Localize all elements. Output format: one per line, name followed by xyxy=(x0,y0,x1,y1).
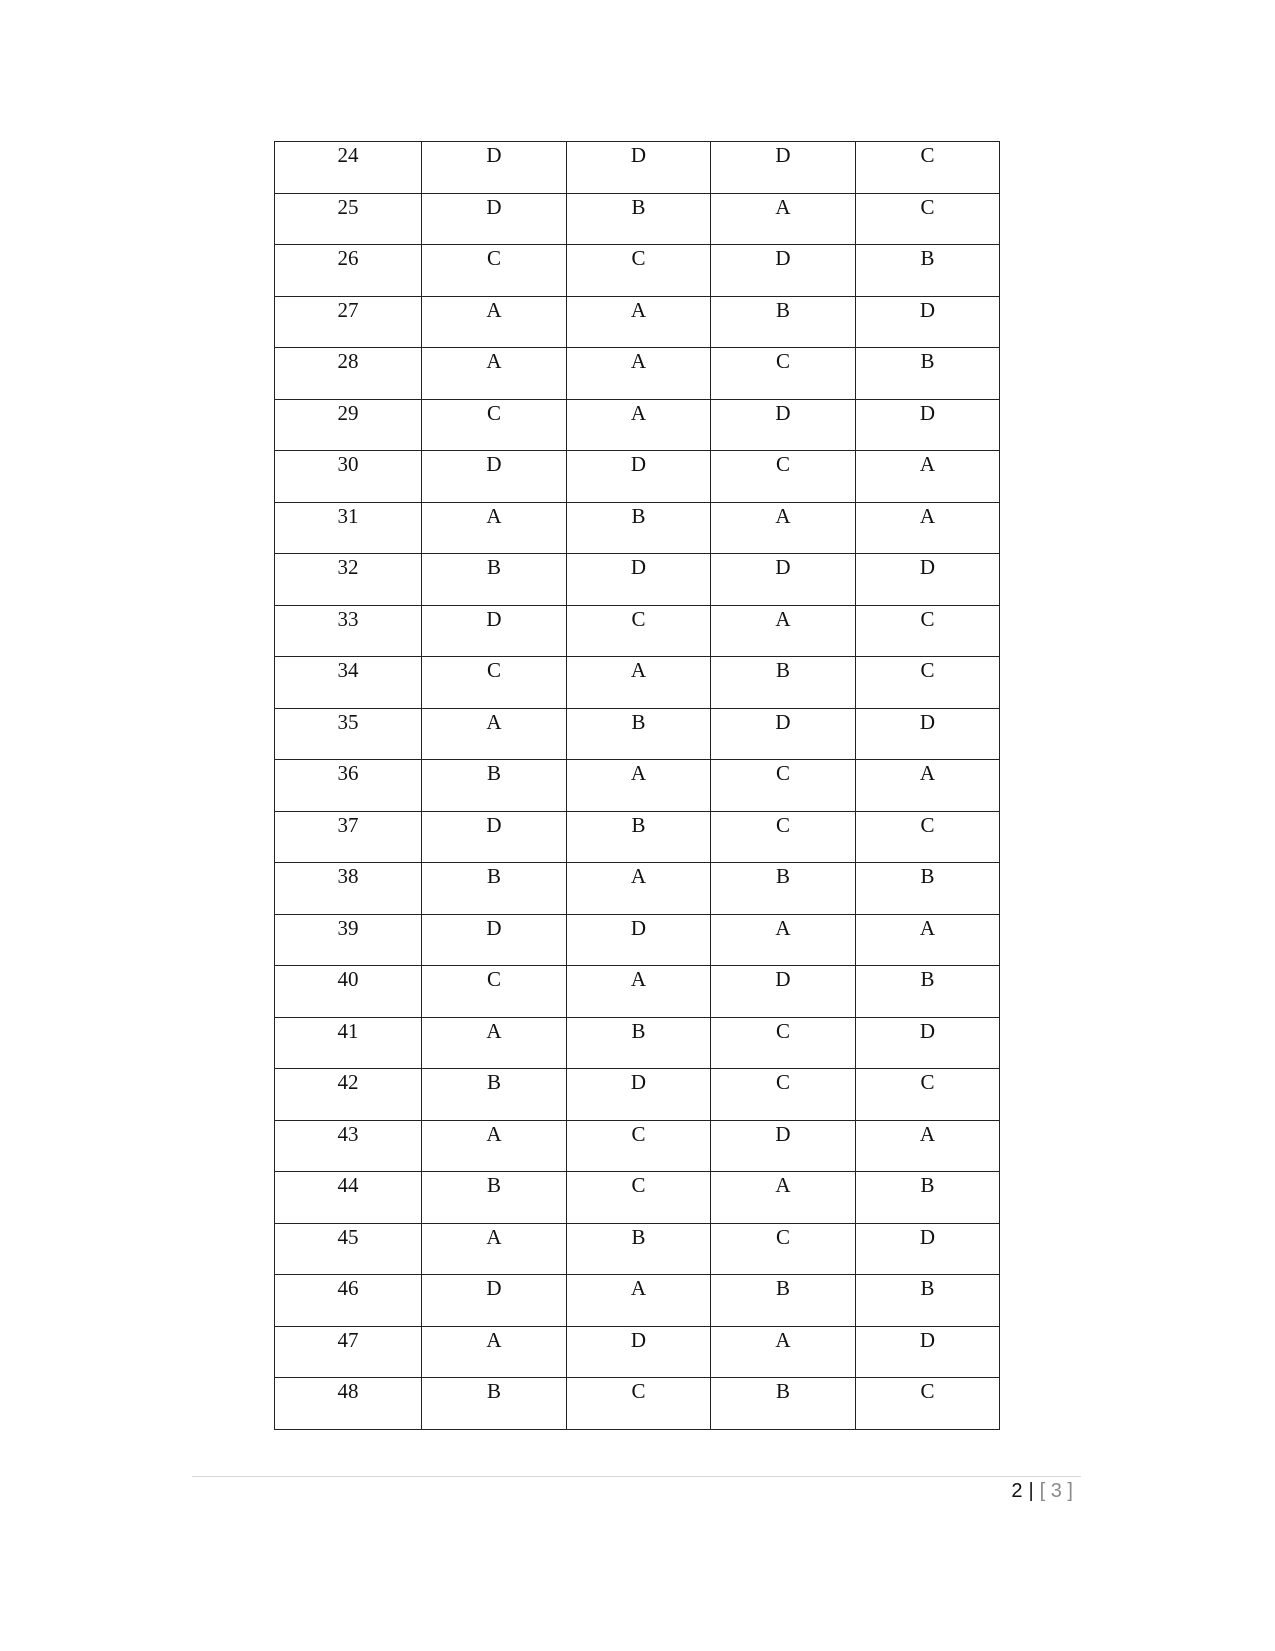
answer-letter: C xyxy=(775,812,790,837)
answer-cell xyxy=(711,605,856,657)
answer-cell xyxy=(711,966,856,1018)
answer-letter: B xyxy=(920,864,935,888)
answer-cell xyxy=(567,1275,711,1327)
answer-letter: B xyxy=(920,1173,935,1197)
answer-cell xyxy=(856,1275,1000,1327)
answer-letter: C xyxy=(631,246,646,270)
table-row xyxy=(275,863,1000,915)
answer-cell xyxy=(711,554,856,606)
page-total: [ 3 ] xyxy=(1039,1480,1073,1502)
answer-letter: C xyxy=(775,349,790,373)
answer-letter: D xyxy=(775,709,791,734)
answer-cell xyxy=(856,657,1000,709)
answer-cell xyxy=(711,399,856,451)
question-number-cell xyxy=(275,502,422,554)
answer-cell xyxy=(422,1172,567,1224)
question-number: 34 xyxy=(337,658,359,682)
answer-letter: B xyxy=(631,812,646,837)
answer-cell xyxy=(711,502,856,554)
answer-cell xyxy=(567,296,711,348)
answer-letter: C xyxy=(920,1379,935,1403)
answer-cell xyxy=(567,605,711,657)
table-row xyxy=(275,245,1000,297)
answer-letter: A xyxy=(486,1224,502,1249)
question-number-cell xyxy=(275,451,422,503)
answer-letter: A xyxy=(486,1121,502,1146)
answer-cell xyxy=(711,451,856,503)
question-number: 45 xyxy=(337,1224,359,1249)
answer-cell xyxy=(711,1275,856,1327)
answer-letter: B xyxy=(631,709,646,734)
answer-cell xyxy=(567,863,711,915)
answer-letter: B xyxy=(631,1224,646,1249)
question-number-cell xyxy=(275,142,422,194)
question-number-cell xyxy=(275,1275,422,1327)
question-number: 36 xyxy=(337,761,359,785)
answer-letter: A xyxy=(630,864,647,888)
answer-cell xyxy=(856,914,1000,966)
table-row xyxy=(275,1275,1000,1327)
answer-cell xyxy=(567,399,711,451)
table-row xyxy=(275,142,1000,194)
question-number-cell xyxy=(275,1069,422,1121)
question-number-cell xyxy=(275,296,422,348)
question-number-cell xyxy=(275,1120,422,1172)
question-number-cell xyxy=(275,1223,422,1275)
table-row xyxy=(275,554,1000,606)
question-number-cell xyxy=(275,708,422,760)
answer-cell xyxy=(422,914,567,966)
question-number: 24 xyxy=(337,143,359,167)
answer-letter: D xyxy=(486,1276,502,1300)
answer-cell xyxy=(856,1069,1000,1121)
answer-cell xyxy=(567,1172,711,1224)
answer-letter: D xyxy=(630,452,647,476)
question-number-cell xyxy=(275,914,422,966)
answer-letter: D xyxy=(486,915,502,940)
answer-letter: D xyxy=(775,400,791,425)
answer-cell xyxy=(422,193,567,245)
question-number-cell xyxy=(275,657,422,709)
answer-key-body xyxy=(275,142,1000,1430)
question-number-cell xyxy=(275,966,422,1018)
question-number-cell xyxy=(275,554,422,606)
question-number: 41 xyxy=(337,1018,359,1043)
answer-letter: B xyxy=(920,967,935,991)
answer-letter: D xyxy=(919,709,936,734)
question-number: 43 xyxy=(337,1121,359,1146)
answer-cell xyxy=(856,863,1000,915)
answer-letter: A xyxy=(775,915,791,940)
answer-cell xyxy=(567,811,711,863)
answer-cell xyxy=(856,193,1000,245)
answer-cell xyxy=(422,1223,567,1275)
question-number: 38 xyxy=(337,864,359,888)
answer-letter: C xyxy=(920,812,935,837)
answer-letter: C xyxy=(486,967,501,991)
answer-cell xyxy=(711,1326,856,1378)
answer-cell xyxy=(422,142,567,194)
answer-letter: C xyxy=(775,1224,790,1249)
answer-letter: D xyxy=(486,812,502,837)
answer-key-table xyxy=(274,141,1000,1430)
answer-letter: A xyxy=(630,658,647,682)
question-number-cell xyxy=(275,399,422,451)
answer-cell xyxy=(567,1069,711,1121)
answer-cell xyxy=(711,142,856,194)
answer-letter: B xyxy=(775,864,790,888)
answer-letter: D xyxy=(919,1018,936,1043)
question-number: 48 xyxy=(337,1379,359,1403)
answer-letter: D xyxy=(919,555,936,579)
question-number-cell xyxy=(275,760,422,812)
answer-letter: A xyxy=(630,761,647,785)
answer-letter: D xyxy=(919,1327,936,1352)
answer-cell xyxy=(567,1017,711,1069)
answer-cell xyxy=(856,1172,1000,1224)
answer-letter: D xyxy=(775,967,791,991)
table-row xyxy=(275,1326,1000,1378)
answer-cell xyxy=(422,708,567,760)
question-number: 29 xyxy=(337,400,359,425)
answer-cell xyxy=(422,966,567,1018)
question-number-cell xyxy=(275,193,422,245)
answer-cell xyxy=(567,1378,711,1430)
answer-letter: B xyxy=(631,194,646,219)
answer-cell xyxy=(711,708,856,760)
page-separator: | xyxy=(1028,1480,1034,1502)
answer-letter: B xyxy=(775,297,790,322)
answer-cell xyxy=(422,245,567,297)
table-row xyxy=(275,348,1000,400)
answer-letter: A xyxy=(775,194,791,219)
answer-letter: D xyxy=(630,1070,647,1094)
table-row xyxy=(275,657,1000,709)
question-number-cell xyxy=(275,1378,422,1430)
answer-letter: B xyxy=(775,1379,790,1403)
question-number-cell xyxy=(275,863,422,915)
question-number-cell xyxy=(275,1017,422,1069)
question-number: 40 xyxy=(337,967,359,991)
answer-letter: A xyxy=(775,1173,791,1197)
question-number: 31 xyxy=(337,503,359,528)
answer-cell xyxy=(567,554,711,606)
question-number: 25 xyxy=(337,194,359,219)
answer-cell xyxy=(422,1275,567,1327)
answer-letter: A xyxy=(919,1121,936,1146)
table-row xyxy=(275,811,1000,863)
answer-letter: A xyxy=(630,400,647,425)
answer-cell xyxy=(422,811,567,863)
answer-cell xyxy=(856,348,1000,400)
answer-letter: D xyxy=(630,555,647,579)
answer-letter: B xyxy=(486,1173,501,1197)
answer-cell xyxy=(856,296,1000,348)
answer-letter: B xyxy=(486,864,501,888)
question-number: 30 xyxy=(337,452,359,476)
answer-cell xyxy=(422,1378,567,1430)
answer-letter: A xyxy=(486,349,502,373)
question-number: 39 xyxy=(337,915,359,940)
answer-letter: D xyxy=(775,246,791,270)
answer-letter: B xyxy=(486,555,501,579)
table-row xyxy=(275,296,1000,348)
table-row xyxy=(275,1120,1000,1172)
answer-cell xyxy=(422,451,567,503)
answer-cell xyxy=(567,760,711,812)
answer-cell xyxy=(711,811,856,863)
answer-letter: C xyxy=(631,1379,646,1403)
table-row xyxy=(275,193,1000,245)
answer-letter: A xyxy=(486,297,502,322)
question-number-cell xyxy=(275,811,422,863)
answer-letter: B xyxy=(486,761,501,785)
answer-cell xyxy=(567,502,711,554)
table-row xyxy=(275,708,1000,760)
answer-letter: C xyxy=(775,761,790,785)
table-row xyxy=(275,1069,1000,1121)
table-row xyxy=(275,914,1000,966)
answer-letter: B xyxy=(775,1276,790,1300)
answer-cell xyxy=(711,348,856,400)
answer-cell xyxy=(711,760,856,812)
answer-letter: C xyxy=(920,606,935,631)
answer-letter: B xyxy=(486,1070,501,1094)
answer-letter: A xyxy=(486,709,502,734)
answer-cell xyxy=(422,554,567,606)
answer-letter: D xyxy=(919,400,936,425)
question-number: 35 xyxy=(337,709,359,734)
answer-cell xyxy=(711,1069,856,1121)
answer-letter: D xyxy=(486,143,502,167)
answer-cell xyxy=(711,1378,856,1430)
answer-letter: C xyxy=(486,658,501,682)
answer-cell xyxy=(856,245,1000,297)
answer-letter: B xyxy=(631,503,646,528)
answer-letter: C xyxy=(775,452,790,476)
table-row xyxy=(275,399,1000,451)
answer-cell xyxy=(422,657,567,709)
answer-letter: D xyxy=(775,1121,791,1146)
question-number-cell xyxy=(275,605,422,657)
answer-cell xyxy=(422,863,567,915)
answer-letter: A xyxy=(630,967,647,991)
answer-cell xyxy=(856,554,1000,606)
answer-cell xyxy=(711,1223,856,1275)
answer-cell xyxy=(567,245,711,297)
answer-letter: A xyxy=(919,761,936,785)
answer-letter: C xyxy=(631,1121,646,1146)
answer-cell xyxy=(856,451,1000,503)
table-row xyxy=(275,605,1000,657)
footer-divider xyxy=(192,1476,1081,1477)
answer-cell xyxy=(711,296,856,348)
question-number: 44 xyxy=(337,1173,359,1197)
answer-cell xyxy=(856,708,1000,760)
answer-letter: D xyxy=(486,606,502,631)
table-row xyxy=(275,1172,1000,1224)
answer-letter: D xyxy=(630,143,647,167)
answer-letter: D xyxy=(919,1224,936,1249)
answer-cell xyxy=(422,605,567,657)
answer-letter: C xyxy=(486,246,501,270)
answer-cell xyxy=(567,914,711,966)
answer-letter: C xyxy=(920,658,935,682)
answer-cell xyxy=(711,657,856,709)
answer-cell xyxy=(567,193,711,245)
answer-cell xyxy=(422,1069,567,1121)
table-row xyxy=(275,1378,1000,1430)
answer-letter: D xyxy=(486,452,502,476)
answer-letter: A xyxy=(630,297,647,322)
answer-cell xyxy=(422,296,567,348)
answer-letter: D xyxy=(775,143,791,167)
answer-letter: D xyxy=(630,1327,647,1352)
answer-cell xyxy=(711,1120,856,1172)
answer-cell xyxy=(856,1017,1000,1069)
question-number: 42 xyxy=(337,1070,359,1094)
answer-cell xyxy=(422,1017,567,1069)
page-number xyxy=(1011,1480,1073,1503)
question-number-cell xyxy=(275,1172,422,1224)
answer-cell xyxy=(856,1378,1000,1430)
table-row xyxy=(275,1017,1000,1069)
answer-letter: B xyxy=(920,246,935,270)
answer-cell xyxy=(567,142,711,194)
answer-cell xyxy=(711,914,856,966)
answer-letter: B xyxy=(631,1018,646,1043)
answer-cell xyxy=(422,1326,567,1378)
answer-cell xyxy=(422,502,567,554)
answer-cell xyxy=(567,966,711,1018)
answer-cell xyxy=(711,863,856,915)
answer-letter: C xyxy=(920,1070,935,1094)
answer-cell xyxy=(856,966,1000,1018)
answer-letter: C xyxy=(486,400,501,425)
question-number: 37 xyxy=(337,812,359,837)
answer-cell xyxy=(422,760,567,812)
answer-cell xyxy=(422,1120,567,1172)
table-row xyxy=(275,1223,1000,1275)
question-number: 33 xyxy=(337,606,359,631)
answer-letter: D xyxy=(630,915,647,940)
answer-cell xyxy=(856,1223,1000,1275)
answer-cell xyxy=(711,193,856,245)
table-row xyxy=(275,760,1000,812)
answer-letter: A xyxy=(919,452,936,476)
answer-letter: A xyxy=(630,1276,647,1300)
answer-letter: D xyxy=(775,555,791,579)
answer-cell xyxy=(856,399,1000,451)
answer-cell xyxy=(567,451,711,503)
question-number-cell xyxy=(275,348,422,400)
answer-letter: A xyxy=(630,349,647,373)
answer-cell xyxy=(567,1223,711,1275)
answer-cell xyxy=(567,348,711,400)
answer-cell xyxy=(567,657,711,709)
answer-cell xyxy=(856,811,1000,863)
answer-cell xyxy=(856,142,1000,194)
answer-cell xyxy=(567,708,711,760)
answer-letter: B xyxy=(775,658,790,682)
answer-letter: A xyxy=(486,1018,502,1043)
question-number: 46 xyxy=(337,1276,359,1300)
answer-cell xyxy=(711,1017,856,1069)
answer-cell xyxy=(856,1326,1000,1378)
question-number: 27 xyxy=(337,297,359,322)
answer-letter: A xyxy=(919,915,936,940)
question-number: 26 xyxy=(337,246,359,270)
answer-cell xyxy=(422,348,567,400)
answer-cell xyxy=(856,502,1000,554)
answer-cell xyxy=(711,245,856,297)
question-number-cell xyxy=(275,245,422,297)
answer-cell xyxy=(567,1120,711,1172)
answer-letter: A xyxy=(775,1327,791,1352)
answer-cell xyxy=(856,1120,1000,1172)
answer-letter: A xyxy=(919,503,936,528)
question-number: 28 xyxy=(337,349,359,373)
table-row xyxy=(275,966,1000,1018)
answer-letter: B xyxy=(920,349,935,373)
answer-cell xyxy=(567,1326,711,1378)
answer-letter: C xyxy=(920,194,935,219)
page-current: 2 xyxy=(1011,1480,1023,1502)
answer-letter: C xyxy=(920,143,935,167)
answer-letter: A xyxy=(486,1327,502,1352)
answer-cell xyxy=(856,605,1000,657)
answer-letter: D xyxy=(486,194,502,219)
answer-cell xyxy=(856,760,1000,812)
answer-letter: C xyxy=(631,1173,646,1197)
answer-letter: A xyxy=(775,606,791,631)
answer-letter: B xyxy=(920,1276,935,1300)
answer-letter: C xyxy=(775,1070,790,1094)
answer-cell xyxy=(422,399,567,451)
answer-letter: A xyxy=(775,503,791,528)
answer-letter: B xyxy=(486,1379,501,1403)
answer-letter: C xyxy=(631,606,646,631)
question-number: 47 xyxy=(337,1327,359,1352)
table-row xyxy=(275,451,1000,503)
answer-letter: A xyxy=(486,503,502,528)
table-row xyxy=(275,502,1000,554)
answer-letter: C xyxy=(775,1018,790,1043)
question-number: 32 xyxy=(337,555,359,579)
answer-letter: D xyxy=(919,297,936,322)
answer-cell xyxy=(711,1172,856,1224)
question-number-cell xyxy=(275,1326,422,1378)
